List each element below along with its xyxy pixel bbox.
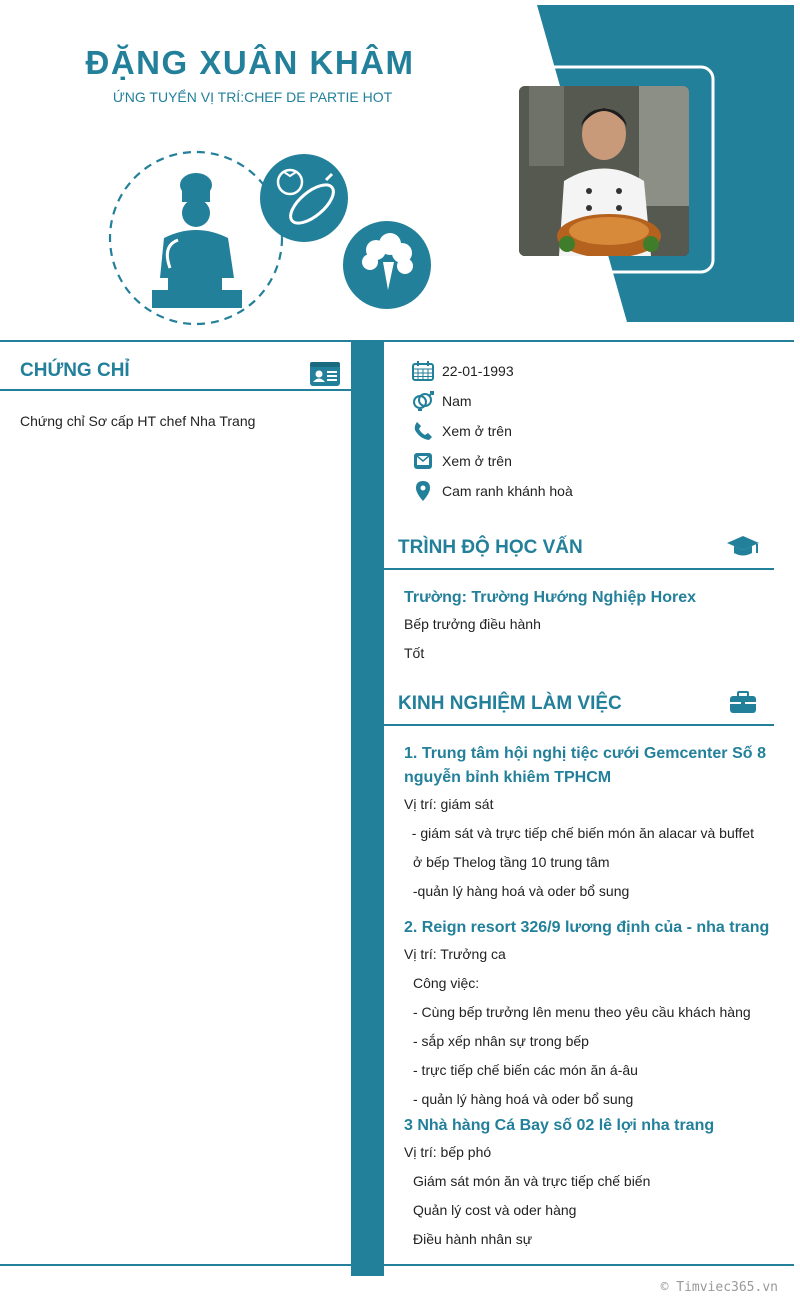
education-school: Trường: Trường Hướng Nghiệp Horex xyxy=(404,589,696,606)
phone-value: Xem ở trên xyxy=(442,423,512,439)
job-1-line: ở bếp Thelog tầng 10 trung tâm xyxy=(413,854,610,870)
job-3-line: Giám sát món ăn và trực tiếp chế biến xyxy=(413,1173,651,1189)
job-1-position: Vị trí: giám sát xyxy=(404,796,494,812)
info-email xyxy=(412,449,512,473)
address-value: Cam ranh khánh hoà xyxy=(442,483,573,499)
profile-photo xyxy=(519,86,689,256)
job-2-title: 2. Reign resort 326/9 lương định của - nha trang xyxy=(404,919,770,936)
certificate-item: Chứng chỉ Sơ cấp HT chef Nha Trang xyxy=(20,413,256,429)
phone-icon xyxy=(412,421,434,441)
email-value: Xem ở trên xyxy=(442,453,512,469)
gender-value: Nam xyxy=(442,393,472,409)
job-3-position: Vị trí: bếp phó xyxy=(404,1144,492,1160)
job-3-line: Quản lý cost và oder hàng xyxy=(413,1202,577,1218)
chef-photo-illustration xyxy=(519,86,689,256)
dob-value: 22-01-1993 xyxy=(442,363,514,379)
job-1-line: -quản lý hàng hoá và oder bổ sung xyxy=(409,883,630,899)
job-2-line: - sắp xếp nhân sự trong bếp xyxy=(413,1033,589,1049)
center-column-bar xyxy=(351,342,384,1276)
certificates-underline xyxy=(0,389,351,391)
info-gender xyxy=(412,389,472,413)
candidate-name: ĐẶNG XUÂN KHÂM xyxy=(85,44,415,81)
graduation-cap-icon xyxy=(726,535,760,559)
id-card-icon xyxy=(310,362,340,386)
info-address xyxy=(412,479,573,503)
job-1-line: - giám sát và trực tiếp chế biến món ăn alacar và buffet xyxy=(404,825,754,841)
chef-illustration xyxy=(100,150,440,335)
experience-title: KINH NGHIỆM LÀM VIỆC xyxy=(398,693,622,714)
email-icon xyxy=(412,451,434,471)
info-phone xyxy=(412,419,512,443)
education-major: Bếp trưởng điều hành xyxy=(404,616,541,632)
bottom-divider xyxy=(0,1264,794,1266)
job-2-line: - quản lý hàng hoá và oder bổ sung xyxy=(413,1091,634,1107)
experience-underline xyxy=(384,724,774,726)
gender-icon xyxy=(412,391,434,411)
job-2-position: Vị trí: Trưởng ca xyxy=(404,946,506,962)
job-2-line: - trực tiếp chế biến các món ăn á-âu xyxy=(413,1062,638,1078)
job-1-title: 1. Trung tâm hội nghị tiệc cưới Gemcenter Số 8 nguyễn bỉnh khiêm TPHCM xyxy=(404,745,766,786)
education-title: TRÌNH ĐỘ HỌC VẤN xyxy=(398,537,583,558)
job-2-line: Công việc: xyxy=(413,975,480,991)
briefcase-icon xyxy=(730,691,756,713)
calendar-icon xyxy=(412,361,434,381)
education-underline xyxy=(384,568,774,570)
job-3-title: 3 Nhà hàng Cá Bay số 02 lê lợi nha trang xyxy=(404,1117,715,1134)
certificates-title: CHỨNG CHỈ xyxy=(20,360,130,381)
job-3-line: Điều hành nhân sự xyxy=(413,1231,533,1247)
watermark: © Timviec365.vn xyxy=(660,1280,778,1295)
location-pin-icon xyxy=(412,481,434,501)
applied-role: ỨNG TUYỂN VỊ TRÍ:CHEF DE PARTIE HOT xyxy=(112,89,393,105)
education-grade: Tốt xyxy=(404,645,425,661)
top-divider xyxy=(0,340,794,342)
job-2-line: - Cùng bếp trưởng lên menu theo yêu cầu khách hàng xyxy=(413,1004,751,1020)
info-dob xyxy=(412,359,514,383)
